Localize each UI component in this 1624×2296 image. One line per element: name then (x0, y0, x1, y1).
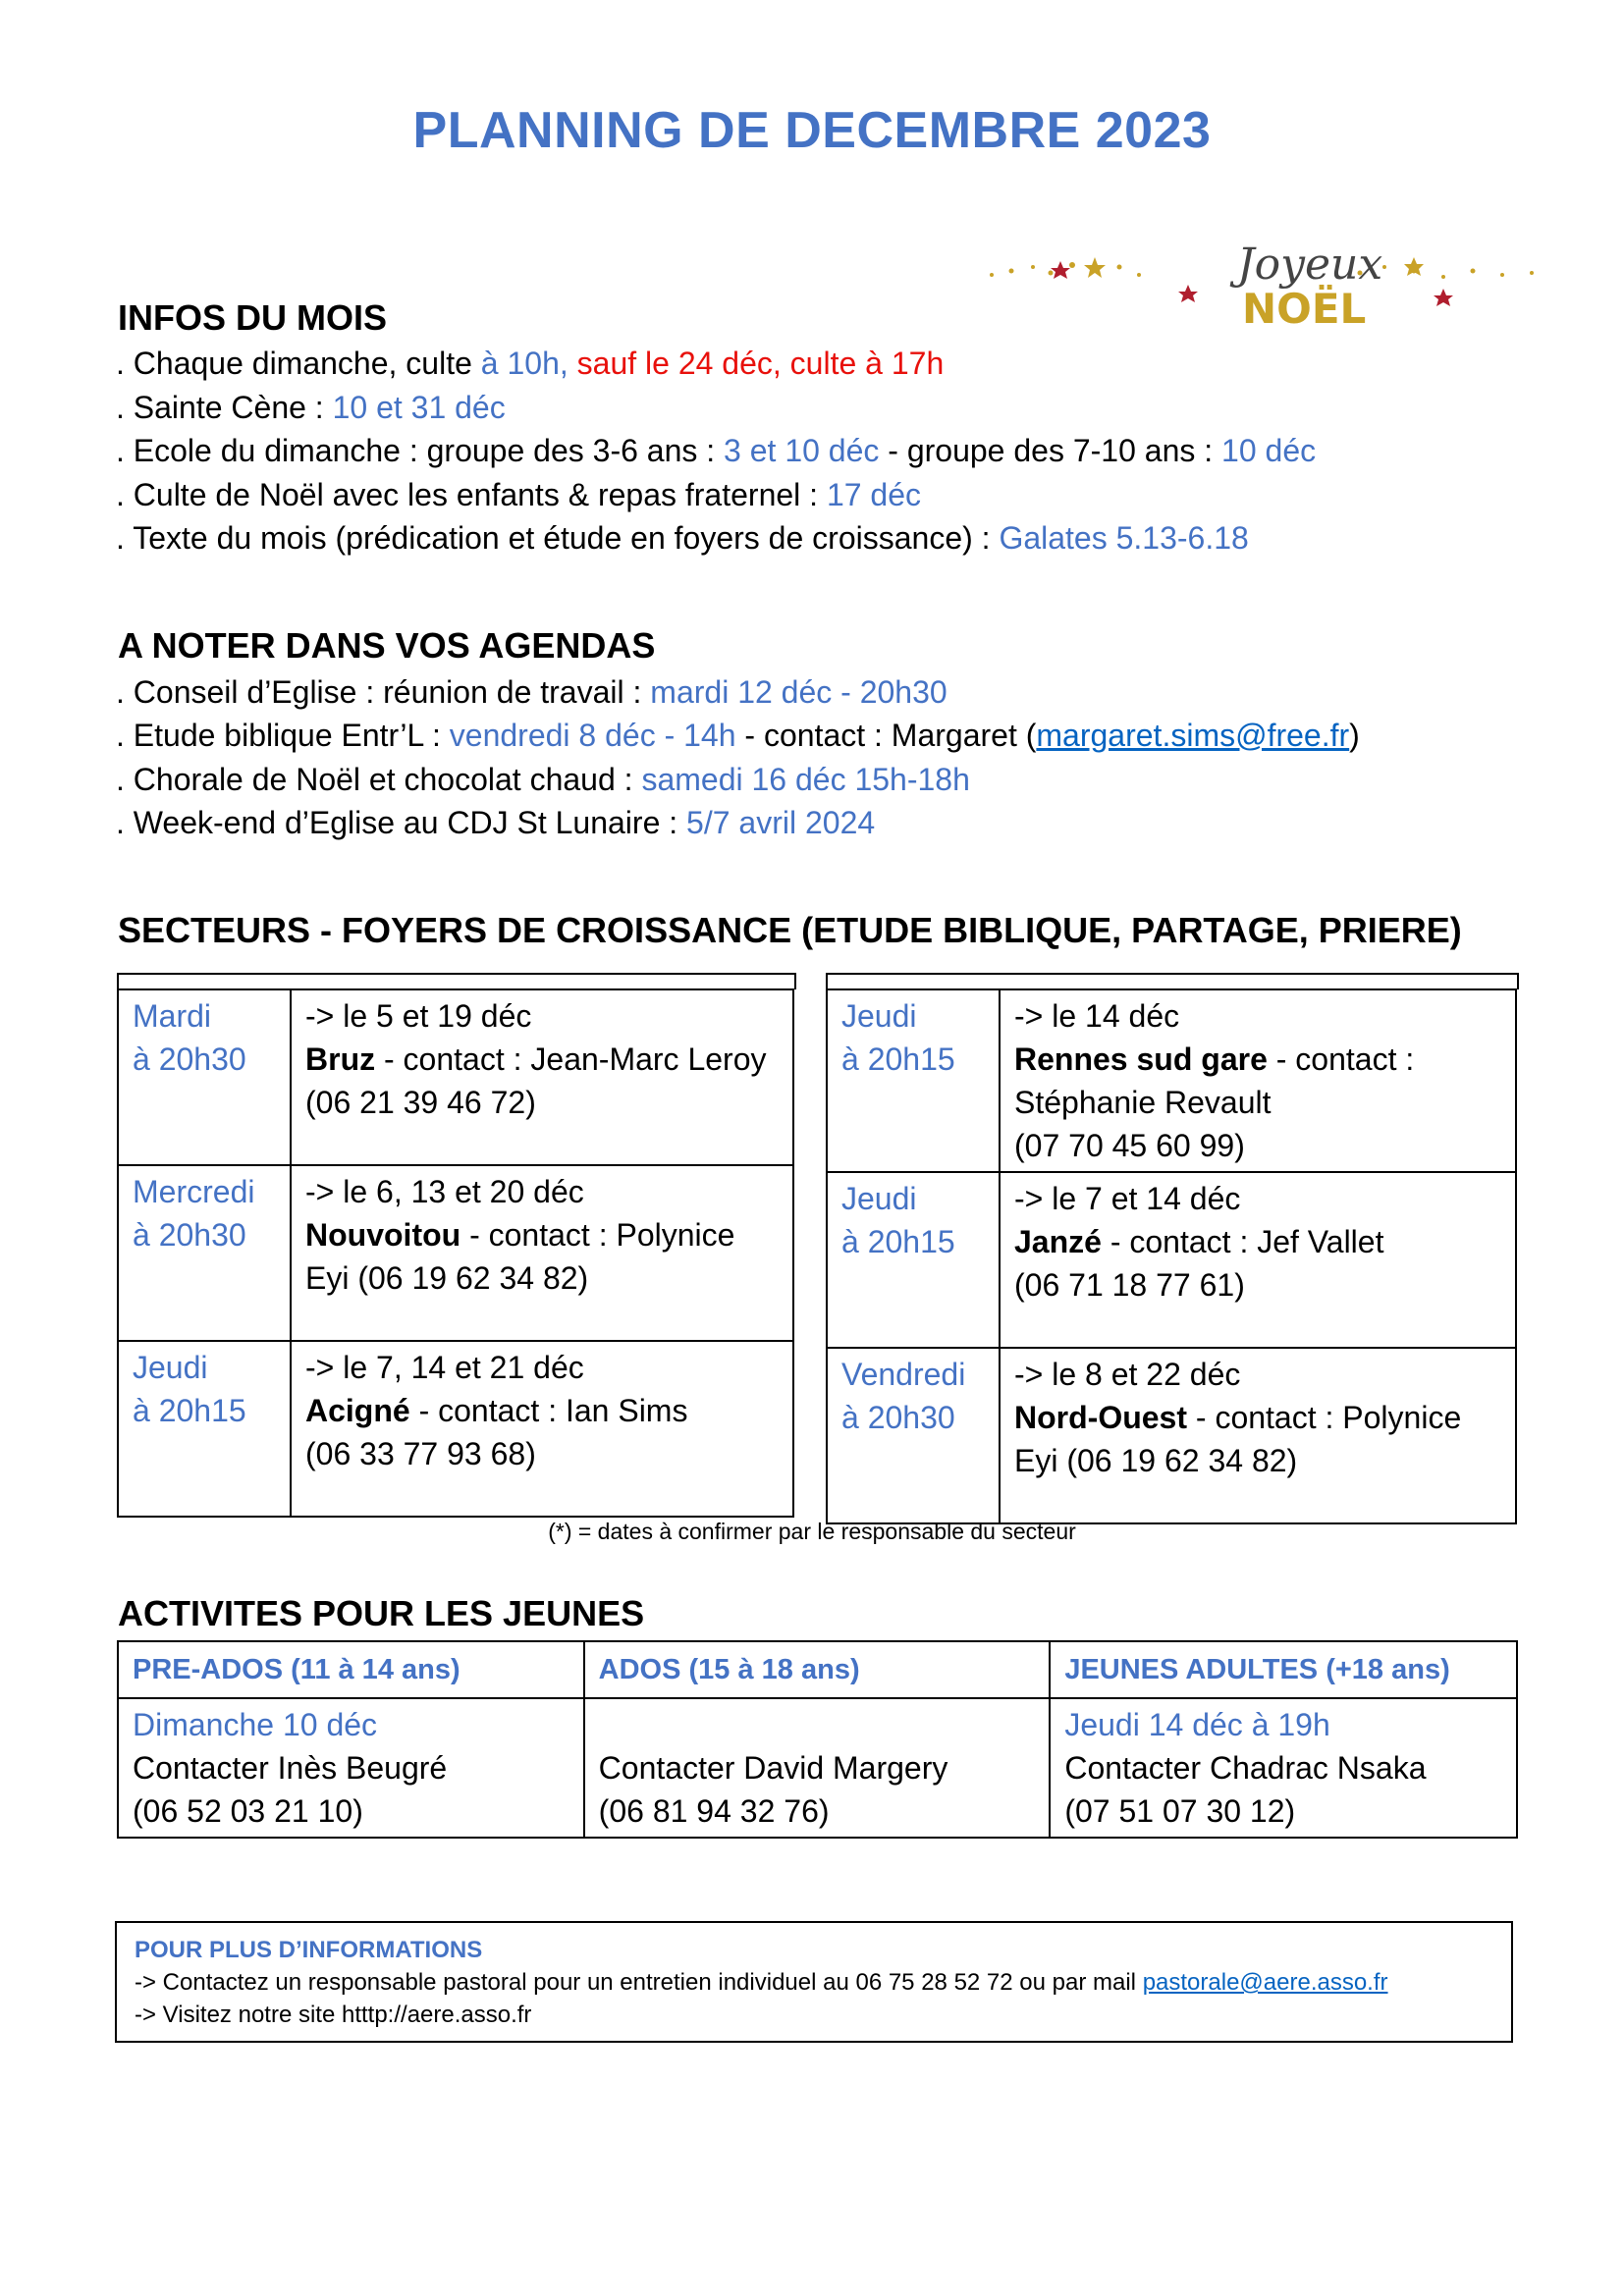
info-line-noel: . Culte de Noël avec les enfants & repas fraternel : 17 déc (116, 477, 922, 512)
more-info-box (115, 1921, 1513, 2043)
sectors-table-right (826, 988, 1517, 1524)
email-link-margaret[interactable]: margaret.sims@free.fr (1036, 718, 1350, 753)
info-line-texte: . Texte du mois (prédication et étude en foyers de croissance) : Galates 5.13-6.18 (116, 520, 1249, 556)
table-row: Jeudi à 20h15 -> le 7, 14 et 21 déc Acigné - contact : Ian Sims (06 33 77 93 68) (118, 1341, 793, 1517)
agenda-line-conseil: . Conseil d’Eglise : réunion de travail : mardi 12 déc - 20h30 (116, 674, 947, 710)
agenda-line-chorale: . Chorale de Noël et chocolat chaud : samedi 16 déc 15h-18h (116, 762, 970, 797)
table-header-row: PRE-ADOS (11 à 14 ans) ADOS (15 à 18 ans) JEUNES ADULTES (+18 ans) (118, 1641, 1517, 1698)
sectors-heading: SECTEURS - FOYERS DE CROISSANCE (ETUDE BIBLIQUE, PARTAGE, PRIERE) (118, 910, 1462, 950)
logo-line2: NOËL (1242, 285, 1367, 333)
joyeux-noel-logo (982, 228, 1551, 336)
info-line-culte: . Chaque dimanche, culte à 10h, sauf le 24 déc, culte à 17h (116, 346, 945, 381)
table-row: Mercredi à 20h30 -> le 6, 13 et 20 déc Nouvoitou - contact : Polynice Eyi (06 19 62 34 82) (118, 1165, 793, 1341)
agenda-line-weekend: . Week-end d’Eglise au CDJ St Lunaire : 5/7 avril 2024 (116, 805, 876, 840)
email-link-pastorale[interactable]: pastorale@aere.asso.fr (1142, 1969, 1388, 1996)
more-info-heading: POUR PLUS D’INFORMATIONS (135, 1937, 483, 1963)
table-row: Mardi à 20h30 -> le 5 et 19 déc Bruz - contact : Jean-Marc Leroy (06 21 39 46 72) (118, 989, 793, 1165)
sectors-right-topbar (826, 973, 1519, 989)
agenda-heading: A NOTER DANS VOS AGENDAS (118, 625, 656, 666)
sectors-table-left (117, 988, 794, 1518)
infos-heading: INFOS DU MOIS (118, 297, 388, 338)
youth-table (117, 1640, 1518, 1839)
info-line-ecole: . Ecole du dimanche : groupe des 3-6 ans : 3 et 10 déc - groupe des 7-10 ans : 10 déc (116, 433, 1317, 468)
sectors-left-topbar (117, 973, 796, 989)
table-row: Dimanche 10 déc Contacter Inès Beugré (06 52 03 21 10) Contacter David Margery (06 81 94 32 76) Jeudi 14 déc à 19h Contacter Chadrac Nsaka (07 51 07 30 12) (118, 1698, 1517, 1838)
more-info-line-contact: -> Contactez un responsable pastoral pour un entretien individuel au 06 75 28 52 72 ou par mail pastorale@aere.asso.fr (135, 1969, 1388, 1996)
table-row: Jeudi à 20h15 -> le 14 déc Rennes sud gare - contact : Stéphanie Revault (07 70 45 60 99) (827, 989, 1516, 1172)
table-row: Vendredi à 20h30 -> le 8 et 22 déc Nord-Ouest - contact : Polynice Eyi (06 19 62 34 82) (827, 1348, 1516, 1523)
more-info-line-site: -> Visitez notre site htttp://aere.asso.fr (135, 2002, 532, 2028)
info-line-sainte-cene: . Sainte Cène : 10 et 31 déc (116, 390, 506, 425)
youth-heading: ACTIVITES POUR LES JEUNES (118, 1593, 645, 1633)
page-title: PLANNING DE DECEMBRE 2023 (412, 102, 1212, 159)
table-row: Jeudi à 20h15 -> le 7 et 14 déc Janzé - contact : Jef Vallet (06 71 18 77 61) (827, 1172, 1516, 1348)
sectors-note: (*) = dates à confirmer par le responsable du secteur (548, 1519, 1076, 1544)
agenda-line-etude: . Etude biblique Entr’L : vendredi 8 déc - 14h - contact : Margaret (margaret.sims@free.fr) (116, 718, 1360, 753)
logo-line1: Joyeux (1237, 240, 1383, 290)
